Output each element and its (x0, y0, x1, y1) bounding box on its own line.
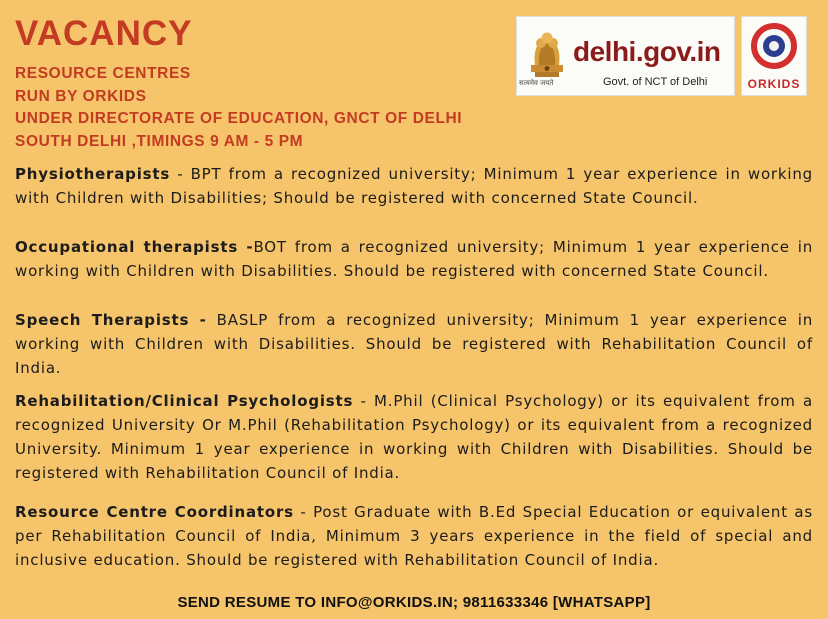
position-description: BPT from a recognized university; Minimum 1 year experience in working with Children with Disabilities; Should be registered with concerned State Council. (15, 165, 813, 207)
contact-footer: SEND RESUME TO INFO@ORKIDS.IN; 9811633346 [WHATSAPP] (177, 594, 651, 611)
position-description: M.Phil (Clinical Psychology) or its equivalent from a recognized University Or M.Phil (Rehabilitation Psychology) or its equivalent from a recognized University. Minimum 1 year experience in working with Children with Disabilities. Should be registered with Rehabilitation Council of India. (15, 392, 813, 482)
position-role: Physiotherapists (15, 165, 171, 183)
orkids-ring-icon (748, 20, 800, 72)
position-coordinators (15, 500, 813, 572)
position-role: Speech Therapists - (15, 311, 207, 329)
position-description: BASLP from a recognized university; Minimum 1 year experience in working with Children with Disabilities. Should be registered with Rehabilitation Council of India. (15, 311, 813, 377)
page-title: VACANCY (15, 14, 193, 53)
orkids-logo (741, 16, 807, 96)
position-occupational-therapists (15, 235, 813, 283)
delhi-gov-name: delhi.gov.in (573, 36, 721, 67)
delhi-gov-logo (516, 16, 735, 96)
position-psychologists (15, 389, 813, 485)
position-separator (207, 311, 217, 329)
orkids-name: ORKIDS (747, 77, 801, 91)
position-physiotherapists (15, 162, 813, 210)
emblem-motto: सत्यमेव जयते (519, 79, 554, 87)
position-role: Occupational therapists - (15, 238, 254, 256)
position-role: Rehabilitation/Clinical Psychologists (15, 392, 354, 410)
subtitle-line: RUN BY ORKIDS (15, 87, 147, 105)
header-subtitle-block (15, 63, 462, 153)
position-description: BOT from a recognized university; Minimum 1 year experience in working with Children with Disabilities. Should be registered with concerned State Council. (15, 238, 814, 280)
subtitle-line: UNDER DIRECTORATE OF EDUCATION, GNCT OF DELHI (15, 110, 463, 127)
position-separator: - (170, 165, 191, 183)
subtitle-line: SOUTH DELHI ,TIMINGS 9 AM - 5 PM (15, 132, 304, 150)
position-separator: - (353, 392, 375, 410)
position-separator: - (293, 503, 314, 521)
position-description: Post Graduate with B.Ed Special Education or equivalent as per Rehabilitation Council of India, Minimum 3 years experience in the field of special and inclusive education. Should be registered with Rehabilitation Council of India. (15, 503, 813, 569)
delhi-gov-subtitle: Govt. of NCT of Delhi (603, 76, 708, 88)
subtitle-line: RESOURCE CENTRES (15, 65, 191, 82)
position-speech-therapists (15, 308, 813, 380)
position-role: Resource Centre Coordinators (15, 503, 294, 521)
